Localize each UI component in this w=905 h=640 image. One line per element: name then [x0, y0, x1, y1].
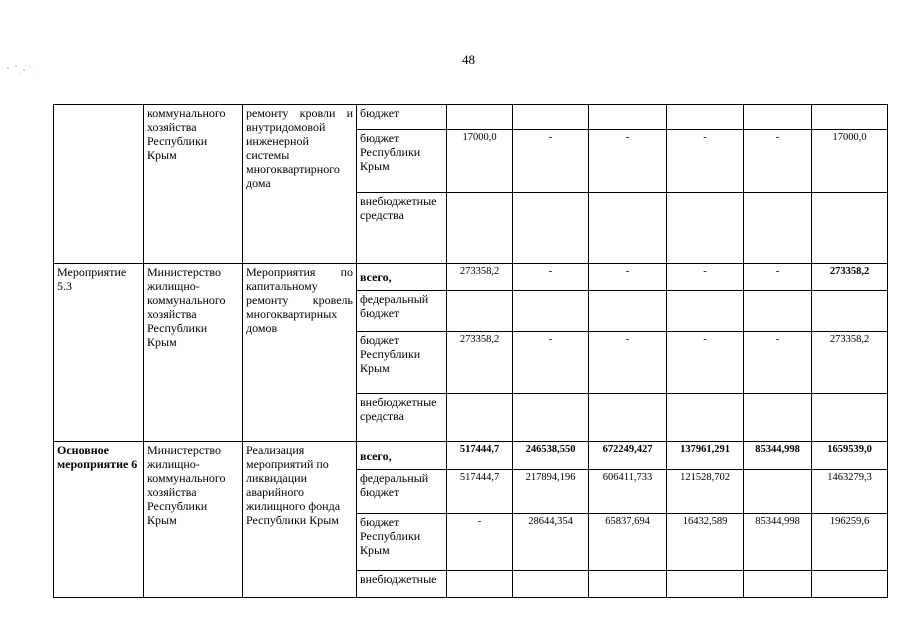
value-cell: 1463279,3: [812, 470, 888, 514]
value-cell: 517444,7: [447, 470, 513, 514]
event-name-cell: ремонту кровли и внутридомовой инженерной системы многоквартирного дома: [243, 105, 357, 264]
event-cell: Основное мероприятие 6: [54, 442, 144, 598]
value-cell: [667, 291, 744, 332]
value-cell: -: [589, 264, 667, 291]
table-row: [54, 105, 888, 130]
responsible-org-cell: Министерство жилищно-коммунального хозяйства Республики Крым: [144, 442, 243, 598]
value-cell: [812, 394, 888, 442]
value-cell: [589, 394, 667, 442]
value-cell: [744, 105, 812, 130]
responsible-org-cell: Министерство жилищно-коммунального хозяйства Республики Крым: [144, 264, 243, 442]
funding-source-cell: внебюджетные средства: [357, 394, 447, 442]
funding-source-cell: бюджет Республики Крым: [357, 130, 447, 193]
value-cell: -: [589, 332, 667, 394]
value-cell: [447, 394, 513, 442]
value-cell: -: [667, 264, 744, 291]
funding-source-cell: бюджет Республики Крым: [357, 514, 447, 571]
value-cell: [744, 394, 812, 442]
budget-table: [53, 104, 888, 598]
funding-source-cell: внебюджетные: [357, 571, 447, 598]
value-cell: [513, 394, 589, 442]
value-cell: [744, 571, 812, 598]
funding-source-cell: бюджет Республики Крым: [357, 332, 447, 394]
value-cell: [812, 291, 888, 332]
table-row: [54, 264, 888, 291]
value-cell: 1659539,0: [812, 442, 888, 470]
funding-source-cell: федеральный бюджет: [357, 291, 447, 332]
value-cell: [589, 193, 667, 264]
event-name-cell: Реализация мероприятий по ликвидации аварийного жилищного фонда Республики Крым: [243, 442, 357, 598]
value-cell: 517444,7: [447, 442, 513, 470]
page-number: 48: [462, 52, 475, 67]
value-cell: [667, 571, 744, 598]
value-cell: 85344,998: [744, 442, 812, 470]
value-cell: 17000,0: [447, 130, 513, 193]
value-cell: 65837,694: [589, 514, 667, 571]
funding-source-cell: внебюджетные средства: [357, 193, 447, 264]
table-row: [54, 442, 888, 470]
value-cell: [812, 193, 888, 264]
value-cell: 16432,589: [667, 514, 744, 571]
value-cell: -: [744, 332, 812, 394]
value-cell: 28644,354: [513, 514, 589, 571]
value-cell: 273358,2: [447, 332, 513, 394]
value-cell: [744, 291, 812, 332]
value-cell: 606411,733: [589, 470, 667, 514]
value-cell: 121528,702: [667, 470, 744, 514]
value-cell: -: [513, 130, 589, 193]
funding-source-cell: всего,: [357, 442, 447, 470]
responsible-org-cell: коммунального хозяйства Республики Крым: [144, 105, 243, 264]
value-cell: 17000,0: [812, 130, 888, 193]
value-cell: -: [513, 332, 589, 394]
value-cell: [667, 105, 744, 130]
value-cell: [513, 193, 589, 264]
value-cell: 273358,2: [812, 332, 888, 394]
value-cell: 246538,550: [513, 442, 589, 470]
value-cell: [513, 291, 589, 332]
value-cell: -: [447, 514, 513, 571]
value-cell: -: [667, 130, 744, 193]
value-cell: 672249,427: [589, 442, 667, 470]
value-cell: [667, 193, 744, 264]
event-cell: [54, 105, 144, 264]
value-cell: [513, 105, 589, 130]
event-cell: Мероприятие 5.3: [54, 264, 144, 442]
value-cell: 273358,2: [812, 264, 888, 291]
value-cell: [447, 571, 513, 598]
value-cell: [589, 291, 667, 332]
funding-source-cell: федеральный бюджет: [357, 470, 447, 514]
value-cell: 196259,6: [812, 514, 888, 571]
value-cell: [447, 291, 513, 332]
value-cell: -: [667, 332, 744, 394]
value-cell: [513, 571, 589, 598]
value-cell: [447, 105, 513, 130]
value-cell: [589, 571, 667, 598]
value-cell: -: [589, 130, 667, 193]
value-cell: -: [513, 264, 589, 291]
event-name-cell: Мероприятия по капитальному ремонту кровель многоквартирных домов: [243, 264, 357, 442]
value-cell: 273358,2: [447, 264, 513, 291]
funding-source-cell: всего,: [357, 264, 447, 291]
value-cell: [744, 470, 812, 514]
value-cell: [812, 571, 888, 598]
value-cell: 85344,998: [744, 514, 812, 571]
value-cell: [812, 105, 888, 130]
value-cell: -: [744, 264, 812, 291]
funding-source-cell: бюджет: [357, 105, 447, 130]
value-cell: [589, 105, 667, 130]
value-cell: 217894,196: [513, 470, 589, 514]
value-cell: -: [744, 130, 812, 193]
value-cell: [667, 394, 744, 442]
value-cell: 137961,291: [667, 442, 744, 470]
value-cell: [447, 193, 513, 264]
scan-noise-mark: [2, 58, 42, 80]
value-cell: [744, 193, 812, 264]
